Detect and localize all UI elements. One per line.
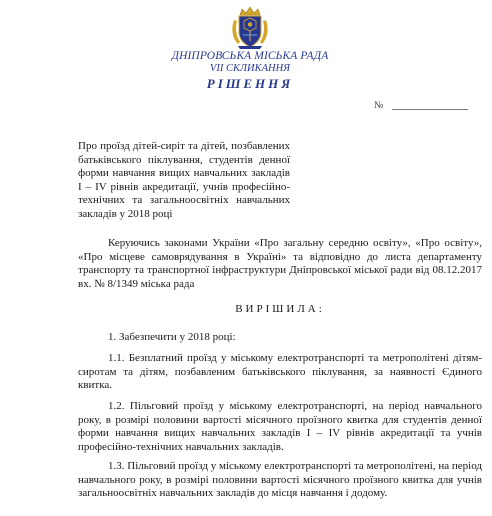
decision-subject: Про проїзд дітей-сиріт та дітей, позбавлених батьківського піклування, студентів денної форми навчання вищих навчальних закладів І – IV рівнів акредитації, учнів професійно-технічних та загальноосвітніх навчальних закладів у 2018 році: [78, 140, 290, 220]
city-coat-of-arms-icon: [230, 6, 270, 50]
council-name: ДНІПРОВСЬКА МІСЬКА РАДА: [171, 50, 329, 62]
preamble-paragraph: Керуючись законами України «Про загальну середню освіту», «Про освіту», «Про місцеве самоврядування в Україні» та відповідно до листа департаменту транспорту та транспортної інфраструктури Дніпровської міської ради від 08.12.2017 вх. № 8/1349 міська рада: [78, 237, 482, 290]
convocation: VII СКЛИКАННЯ: [209, 63, 291, 74]
decision-number-field: [374, 100, 472, 114]
item-1: 1. Забезпечити у 2018 році:: [108, 331, 236, 343]
resolved-heading: ВИРІШИЛА:: [235, 303, 325, 315]
number-underline: [392, 109, 468, 110]
item-1-1: 1.1. Безплатний проїзд у міському електротранспорті та метрополітені дітям-сиротам та дітям, позбавленим батьківського піклування, за наявності Єдиного квитка.: [78, 352, 482, 391]
number-label: №: [374, 100, 384, 111]
item-1-2: 1.2. Пільговий проїзд у міському електротранспорті, на період навчального року, в розмірі половини вартості місячного проїзного квитка для студентів денної форми навчання вищих навчальних закладів І – IV рівнів акредитації та учнів професійно-технічних навчальних закладів.: [78, 400, 482, 453]
item-1-3: 1.3. Пільговий проїзд у міському електротранспорті та метрополітені, на період навчального року, в розмірі половини вартості місячного проїзного квитка для учнів загальноосвітніх навчальних закладів до місця навчання і додому.: [78, 460, 482, 499]
council-header: [150, 50, 350, 92]
decision-title: РІШЕННЯ: [206, 76, 294, 91]
